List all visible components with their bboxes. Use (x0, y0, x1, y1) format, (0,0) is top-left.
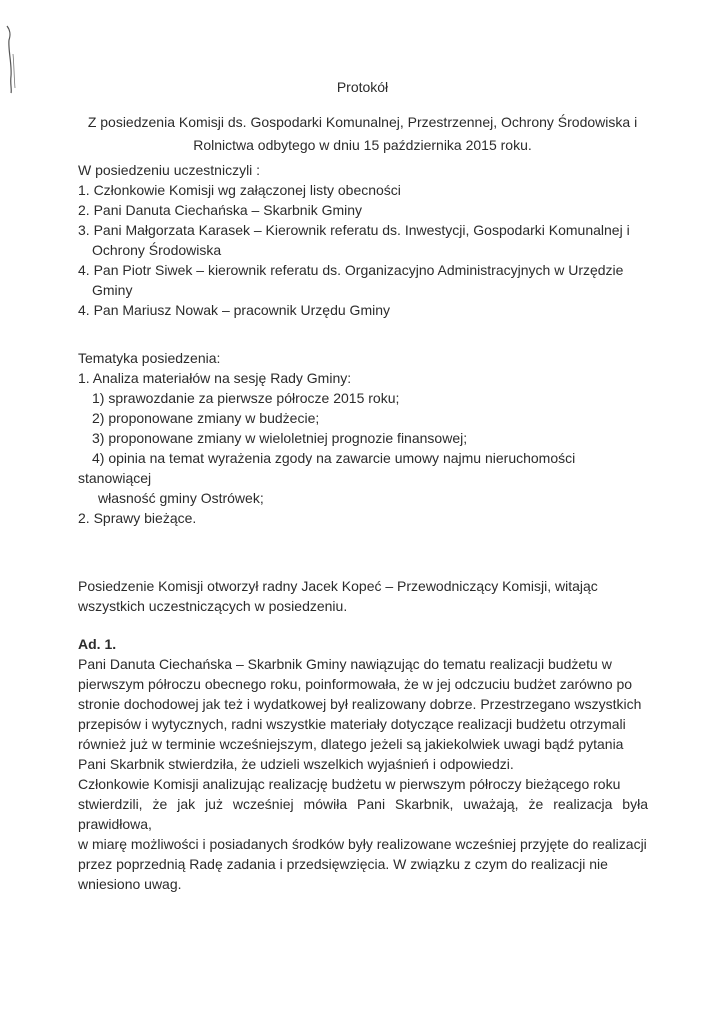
subtitle-line: Rolnictwa odbytego w dniu 15 października 2015 roku. (193, 137, 532, 153)
participant-item-continued: Ochrony Środowiska (92, 242, 222, 258)
ad1-line: również już w terminie wcześniejszym, dlatego jeżeli są jakiekolwiek uwagi bądź pytania (78, 736, 624, 752)
agenda-heading: Tematyka posiedzenia: (78, 350, 221, 366)
agenda-subitem: 4) opinia na temat wyrażenia zgody na zawarcie umowy najmu nieruchomości (92, 450, 576, 466)
participant-item: 1. Członkowie Komisji wg załączonej listy obecności (78, 182, 401, 198)
ad1-section (78, 634, 648, 894)
agenda-subitem: 2) proponowane zmiany w budżecie; (92, 410, 320, 426)
participant-item: 3. Pani Małgorzata Karasek – Kierownik referatu ds. Inwestycji, Gospodarki Komunalnej i (78, 222, 630, 238)
agenda-subitem: 3) proponowane zmiany w wieloletniej prognozie finansowej; (92, 430, 468, 446)
agenda-item: 2. Sprawy bieżące. (78, 510, 197, 526)
participant-item-continued: Gminy (92, 282, 133, 298)
agenda-subitem-continued: własność gminy Ostrówek; (98, 490, 264, 506)
participant-item: 4. Pan Mariusz Nowak – pracownik Urzędu Gminy (78, 302, 391, 318)
ad1-line: pierwszym półroczu obecnego roku, poinformowała, że w jej odczuciu budżet zarówno po (78, 676, 633, 692)
opening-line: wszystkich uczestniczących w posiedzeniu. (78, 598, 348, 614)
subtitle-line: Z posiedzenia Komisji ds. Gospodarki Komunalnej, Przestrzennej, Ochrony Środowiska i (87, 114, 638, 130)
agenda-subitem-continued: stanowiącej (78, 470, 152, 486)
ad1-line: w miarę możliwości i posiadanych środków były realizowane wcześniej przyjęte do realizacji (78, 836, 647, 852)
ad1-line: stronie dochodowej jak też i wydatkowej był realizowany dobrze. Przestrzegano wszystkich (78, 696, 642, 712)
document-subtitle (80, 111, 645, 157)
agenda-subitem: 1) sprawozdanie za pierwsze półrocze 2015 roku; (92, 390, 400, 406)
ad1-heading: Ad. 1. (78, 636, 117, 652)
opening-line: Posiedzenie Komisji otworzył radny Jacek Kopeć – Przewodniczący Komisji, witając (78, 578, 598, 594)
ad1-line: Pani Danuta Ciechańska – Skarbnik Gminy nawiązując do tematu realizacji budżetu w (78, 656, 612, 672)
ad1-line: Pani Skarbnik stwierdziła, że udzieli wszelkich wyjaśnień i odpowiedzi. (78, 756, 514, 772)
agenda-section (78, 348, 648, 528)
document-title: Protokół (336, 79, 389, 95)
ad1-line: stwierdzili, że jak już wcześniej mówiła Pani Skarbnik, uważają, że realizacja była prawidłowa, (78, 796, 648, 832)
participants-heading: W posiedzeniu uczestniczyli : (78, 162, 261, 178)
agenda-item: 1. Analiza materiałów na sesję Rady Gminy: (78, 370, 352, 386)
ad1-line: Członkowie Komisji analizując realizację budżetu w pierwszym półroczy bieżącego roku (78, 776, 621, 792)
participant-item: 4. Pan Piotr Siwek – kierownik referatu ds. Organizacyjno Administracyjnych w Urzędzie (78, 262, 624, 278)
opening-section (78, 576, 648, 616)
ad1-line: przez poprzednią Radę zadania i przedsięwzięcia. W związku z czym do realizacji nie (78, 856, 608, 872)
ad1-line: przepisów i wytycznych, radni wszystkie materiały dotyczące realizacji budżetu otrzymali (78, 716, 626, 732)
ad1-line: wniesiono uwag. (78, 876, 182, 892)
participant-item: 2. Pani Danuta Ciechańska – Skarbnik Gminy (78, 202, 363, 218)
participants-section (78, 160, 648, 320)
